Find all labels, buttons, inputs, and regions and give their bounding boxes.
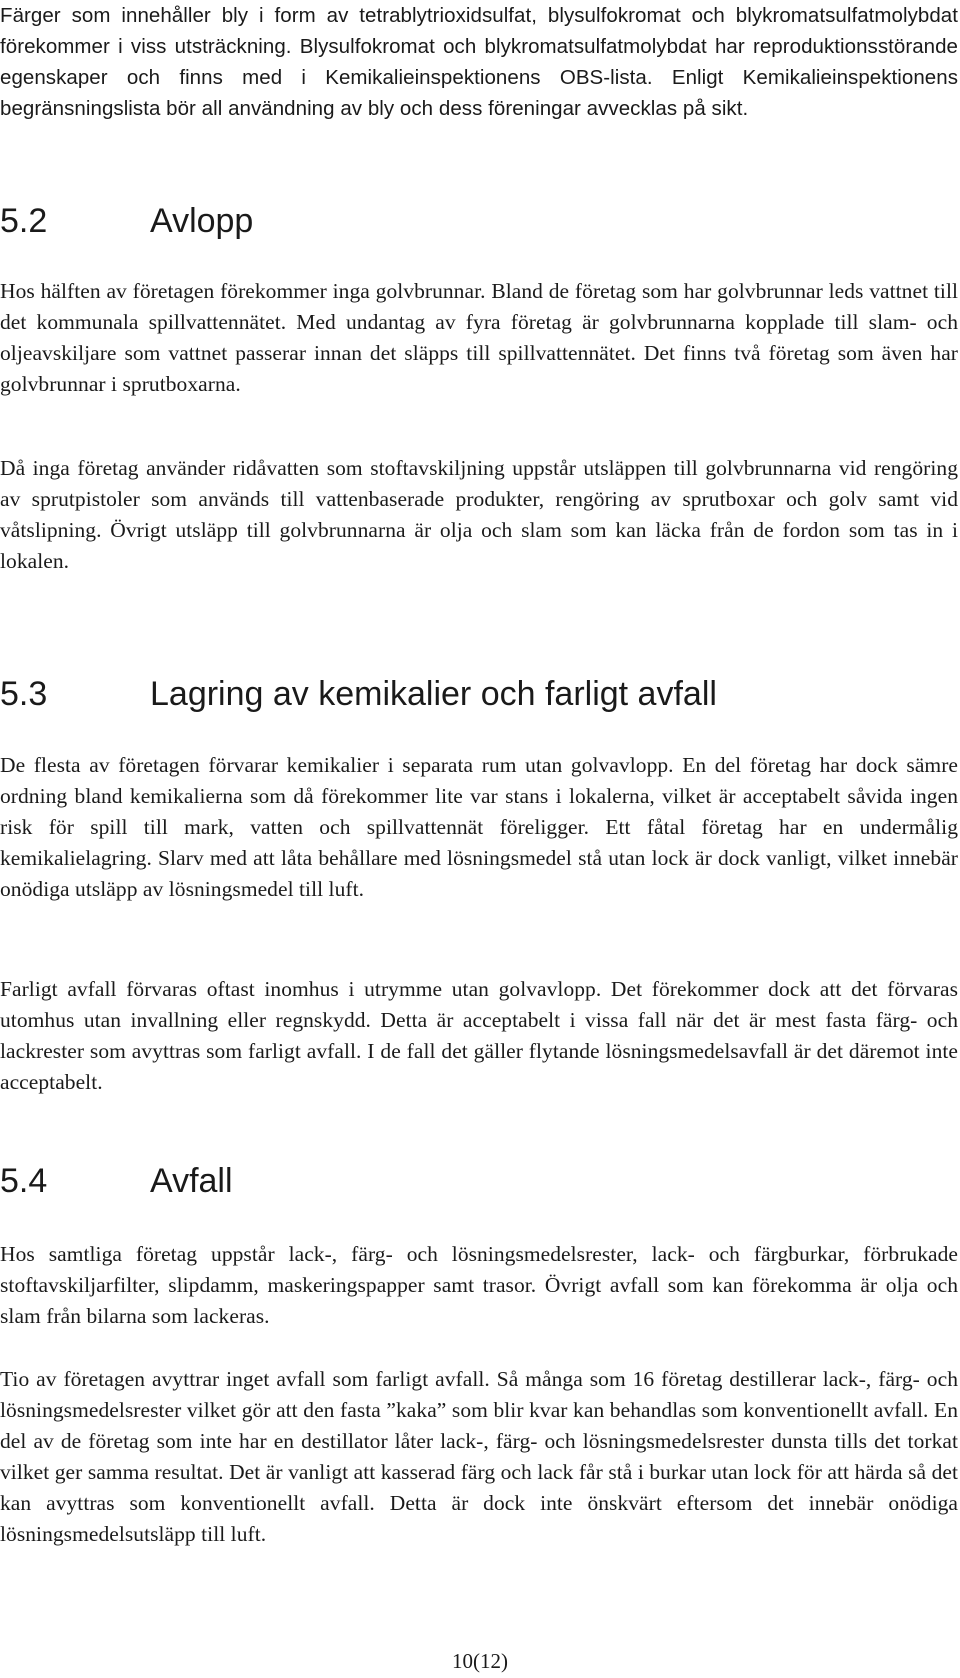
body-paragraph: De flesta av företagen förvarar kemikalier i separata rum utan golvavlopp. En del företag har dock sämre ordning bland kemikalierna som då förekommer lite var stans i lokalerna, vilket är acceptabelt såvida ingen risk för spill till mark, vatten och spillvattennät föreligger. Ett fåtal företag har en undermålig kemikalielagring. Slarv med att låta behållare med lösningsmedel stå utan lock är dock vanligt, vilket innebär onödiga utsläpp av lösningsmedel till luft. [0,753,958,901]
section-heading-5-3 [0,674,717,714]
section-title: Avfall [150,1162,233,1200]
page-number: 10(12) [452,1649,508,1673]
section-title: Lagring av kemikalier och farligt avfall [150,675,717,713]
body-paragraph: Hos hälften av företagen förekommer inga golvbrunnar. Bland de företag som har golvbrunnar leds vattnet till det kommunala spillvattennätet. Med undantag av fyra företag är golvbrunnarna kopplade till slam- och oljeavskiljare som vattnet passerar innan det släpps till spillvattennätet. Det finns två företag som även har golvbrunnar i sprutboxarna. [0,279,958,396]
section-title: Avlopp [150,202,254,240]
section-heading-5-4 [0,1161,233,1201]
section-number: 5.2 [0,202,48,240]
section-number: 5.4 [0,1162,48,1200]
section-number: 5.3 [0,675,48,713]
section-heading-5-2 [0,201,253,241]
body-paragraph: Farligt avfall förvaras oftast inomhus i utrymme utan golvavlopp. Det förekommer dock att det förvaras utomhus utan invallning eller regnskydd. Detta är acceptabelt i vissa fall när det är mest fasta färg- och lackrester som avyttras som farligt avfall. I de fall det gäller flytande lösningsmedelsavfall är det däremot inte acceptabelt. [0,977,958,1094]
body-paragraph: Tio av företagen avyttrar inget avfall som farligt avfall. Så många som 16 företag destillerar lack-, färg- och lösningsmedelsrester vilket gör att den fasta ”kaka” som blir kvar kan behandlas som konventionellt avfall. En del av de företag som inte har en destillator låter lack-, färg- och lösningsmedelsrester dunsta tills det torkat vilket ger samma resultat. Det är vanligt att kasserad färg och lack får stå i burkar utan lock för att härda så det kan avyttras som konventionellt avfall. Detta är dock inte önskvärt eftersom det innebär onödiga lösningsmedelsutsläpp till luft. [0,1367,958,1546]
intro-paragraph: Färger som innehåller bly i form av tetrablytrioxidsulfat, blysulfokromat och blykromatsulfatmolybdat förekommer i viss utsträckning. Blysulfokromat och blykromatsulfatmolybdat har reproduktionsstörande egenskaper och finns med i Kemikalieinspektionens OBS-lista. Enligt Kemikalieinspektionens begränsningslista bör all användning av bly och dess föreningar avvecklas på sikt. [0,4,958,120]
body-paragraph: Hos samtliga företag uppstår lack-, färg- och lösningsmedelsrester, lack- och färgburkar, förbrukade stoftavskiljarfilter, slipdamm, maskeringspapper samt trasor. Övrigt avfall som kan förekomma är olja och slam från bilarna som lackeras. [0,1242,958,1328]
body-paragraph: Då inga företag använder ridåvatten som stoftavskiljning uppstår utsläppen till golvbrunnarna vid rengöring av sprutpistoler som används till vattenbaserade produkter, rengöring av sprutboxar och golv samt vid våtslipning. Övrigt utsläpp till golvbrunnarna är olja och slam som kan läcka från de fordon som tas in i lokalen. [0,456,958,573]
